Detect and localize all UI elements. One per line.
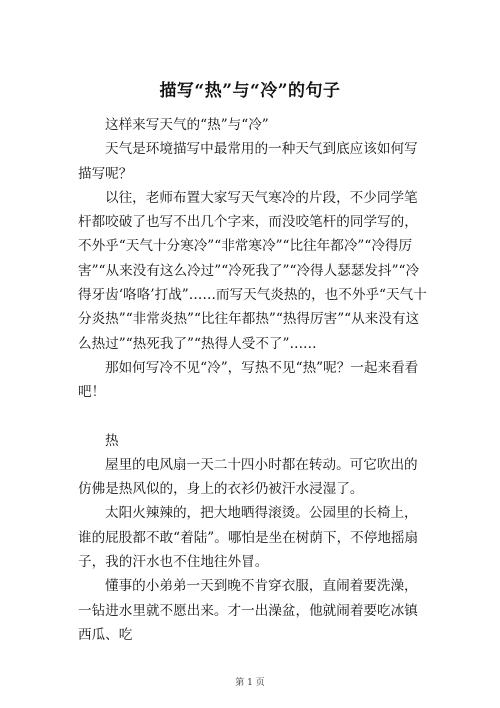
document-title: 描写“热”与“冷”的句子: [159, 81, 341, 101]
paragraph: 以往，老师布置大家写天气寒冷的片段，不少同学笔杆都咬破了也写不出几个字来，而没咬笔杆的同学写的，不外乎“天气十分寒冷”“非常寒冷”“比往年都冷”“冷得厉害”“从来没有这么冷过”“冷死我了”“冷得人瑟瑟发抖”“冷得牙齿‘咯咯’打战”……而写天气炎热的，也不外乎“天气十分炎热”“非常炎热”“比往年都热”“热得厉害”“从来没有这么热过”“热死我了”“热得人受不了”……: [78, 189, 427, 352]
paragraph: 天气是环境描写中最常用的一种天气到底应该如何写描写呢？: [78, 141, 418, 182]
document-body: [78, 113, 428, 647]
section-heading: 热: [105, 432, 119, 449]
section-spacer: [78, 405, 428, 429]
paragraph: 太阳火辣辣的，把大地晒得滚烫。公园里的长椅上，谁的屁股都不敢“着陆”。哪怕是坐在树荫下，不停地摇扇子，我的汗水也不住地往外冒。: [78, 505, 419, 571]
page-number: 第 1 页: [235, 678, 265, 688]
paragraph: 这样来写天气的“热”与“冷”: [105, 117, 269, 133]
paragraph: 那如何写冷不见“冷”，写热不见“热”呢？一起来看看吧！: [78, 359, 419, 401]
paragraph: 屋里的电风扇一天二十四小时都在转动。可它吹出的仿佛是热风似的，身上的衣衫仍被汗水浸湿了。: [78, 456, 418, 498]
paragraph: 懂事的小弟弟一天到晚不肯穿衣服，直闹着要洗澡，一钻进水里就不愿出来。才一出澡盆，他就闹着要吃冰镇西瓜、吃: [78, 578, 418, 643]
